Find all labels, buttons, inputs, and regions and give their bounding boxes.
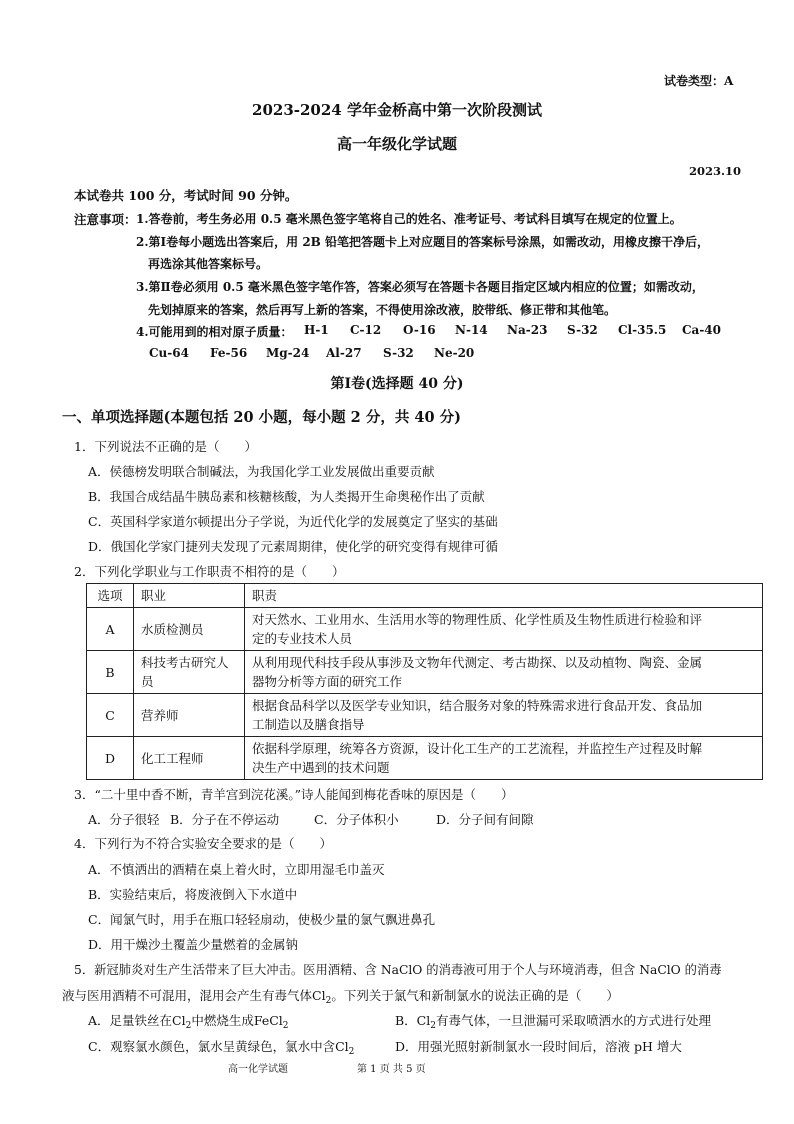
exam-title: 2023-2024 学年金桥高中第一次阶段测试 [252, 101, 542, 119]
subscript: 2 [325, 996, 332, 1006]
question-1-option-d: D．俄国化学家门捷列夫发现了元素周期律，使化学的研究变得有规律可循 [88, 539, 499, 554]
atomic-mass: Mg-24 [266, 346, 310, 360]
question-2-stem: 2．下列化学职业与工作职责不相符的是（ ） [74, 564, 345, 579]
duty-cell [245, 694, 763, 737]
duty-line: 工制造以及膳食指导 [252, 717, 365, 732]
question-5-option-d: D．用强光照射新制氯水一段时间后，溶液 pH 增大 [395, 1039, 682, 1054]
paper-type: 试卷类型：A [664, 74, 734, 88]
table-header: 职业 [134, 584, 245, 608]
option-cell: C [87, 694, 134, 737]
question-4-option-d: D．用干燥沙土覆盖少量燃着的金属钠 [88, 937, 299, 952]
duty-line: 定的专业技术人员 [252, 631, 353, 646]
job-cell: 科技考古研究人员 [134, 651, 245, 694]
note-3-line-2: 先划掉原来的答案，然后再写上新的答案，不得使用涂改液，胶带纸、修正带和其他笔。 [148, 303, 617, 317]
stem-text: 。下列关于氯气和新制氯水的说法正确的是（ ） [331, 988, 619, 1003]
question-5-option-a [88, 1011, 289, 1031]
atomic-mass: Cl-35.5 [618, 323, 667, 337]
note-3-line-1: 3.第Ⅱ卷必须用 0.5 毫米黑色签字笔作答，答案必须写在答题卡各题目指定区域内相应的位置；如需改动， [136, 280, 704, 294]
question-3-option-d: D．分子间有间隙 [436, 812, 534, 827]
atomic-mass: Ca-40 [682, 323, 722, 337]
atomic-mass: H-1 [304, 323, 329, 337]
page-number: 第 1 页 共 5 页 [357, 1064, 426, 1075]
note-2-line-2: 再选涂其他答案标号。 [148, 257, 269, 271]
job-cell: 营养师 [134, 694, 245, 737]
subscript: 2 [282, 1021, 289, 1031]
question-4-option-c: C．闻氯气时，用手在瓶口轻轻扇动，使极少量的氯气飘进鼻孔 [88, 912, 436, 927]
question-4-option-b: B．实验结束后，将废液倒入下水道中 [88, 887, 298, 902]
question-3-option-c: C．分子体积小 [314, 812, 399, 827]
duty-line: 决生产中遇到的技术问题 [252, 760, 390, 775]
duty-line: 根据食品科学以及医学专业知识，结合服务对象的特殊需求进行食品开发、食品加 [252, 698, 703, 713]
job-cell: 化工工程师 [134, 737, 245, 780]
atomic-mass: Ne-20 [434, 346, 475, 360]
career-table [86, 583, 763, 780]
question-3-option-b: B．分子在不停运动 [170, 812, 280, 827]
question-3-stem: 3．“二十里中香不断，青羊宫到浣花溪。”诗人能闻到梅花香味的原因是（ ） [74, 787, 514, 802]
atomic-mass: Cu-64 [149, 346, 189, 360]
option-text: B．Cl [395, 1013, 431, 1028]
duty-line: 对天然水、工业用水、生活用水等的物理性质、化学性质及生物性质进行检验和评 [252, 612, 703, 627]
notes-label: 注意事项： [74, 212, 137, 227]
subscript: 2 [185, 1021, 192, 1031]
option-cell: B [87, 651, 134, 694]
table-row [87, 694, 763, 737]
question-1-option-b: B．我国合成结晶牛胰岛素和核糖核酸，为人类揭开生命奥秘作出了贡献 [88, 489, 485, 504]
option-cell: D [87, 737, 134, 780]
subscript: 2 [430, 1021, 436, 1031]
table-row [87, 608, 763, 651]
question-1-option-a: A．侯德榜发明联合制碱法，为我国化学工业发展做出重要贡献 [88, 464, 435, 479]
question-1-stem: 1．下列说法不正确的是（ ） [74, 439, 257, 454]
atomic-mass: C-12 [350, 323, 382, 337]
duty-line: 从利用现代科技手段从事涉及文物年代测定、考古勘探、以及动植物、陶瓷、金属 [252, 655, 703, 670]
atomic-mass: Fe-56 [210, 346, 248, 360]
note-4-label: 4.可能用到的相对原子质量： [136, 325, 293, 339]
duty-line: 依据科学原理，统筹各方资源，设计化工生产的工艺流程，并监控生产过程及时解 [252, 741, 703, 756]
footer-subject: 高一化学试题 [228, 1064, 288, 1075]
atomic-mass: N-14 [455, 323, 488, 337]
question-5-stem-line-1: 5．新冠肺炎对生产生活带来了巨大冲击。医用酒精、含 NaClO 的消毒液可用于个人与环境消毒，但含 NaClO 的消毒 [74, 963, 722, 977]
duty-line: 器物分析等方面的研究工作 [252, 674, 403, 689]
part-1-title: 第Ⅰ卷(选择题 40 分) [330, 376, 464, 392]
option-text: A．足量铁丝在Cl [88, 1013, 186, 1028]
table-header-row [87, 584, 763, 608]
option-text: 有毒气体，一旦泄漏可采取喷洒水的方式进行处理 [435, 1013, 711, 1028]
question-4-stem: 4．下列行为不符合实验安全要求的是（ ） [74, 836, 332, 851]
question-5-stem-line-2 [62, 986, 619, 1006]
table-header: 职责 [245, 584, 763, 608]
duty-cell [245, 608, 763, 651]
question-3-option-a: A．分子很轻 [88, 812, 160, 827]
exam-total-info: 本试卷共 100 分，考试时间 90 分钟。 [74, 188, 298, 203]
option-text: C．观察氯水颜色，氯水呈黄绿色，氯水中含Cl [88, 1039, 349, 1054]
subscript: 2 [348, 1047, 355, 1057]
atomic-mass: Al-27 [326, 346, 362, 360]
note-1: 1.答卷前，考生务必用 0.5 毫米黑色签字笔将自己的姓名、准考证号、考试科目填写在规定的位置上。 [136, 212, 682, 226]
atomic-mass: S-32 [567, 323, 598, 337]
table-header: 选项 [87, 584, 134, 608]
job-cell: 水质检测员 [134, 608, 245, 651]
option-cell: A [87, 608, 134, 651]
table-row [87, 651, 763, 694]
atomic-mass: O-16 [403, 323, 436, 337]
question-5-option-b [395, 1011, 711, 1031]
duty-cell [245, 737, 763, 780]
section-1-title: 一、单项选择题(本题包括 20 小题，每小题 2 分，共 40 分) [62, 409, 461, 426]
atomic-mass: Na-23 [507, 323, 548, 337]
table-row [87, 737, 763, 780]
duty-cell [245, 651, 763, 694]
question-1-option-c: C．英国科学家道尔顿提出分子学说，为近代化学的发展奠定了坚实的基础 [88, 514, 498, 529]
option-text: 中燃烧生成FeCl [191, 1013, 283, 1028]
question-4-option-a: A．不慎洒出的酒精在桌上着火时，立即用湿毛巾盖灭 [88, 862, 385, 877]
exam-date: 2023.10 [689, 164, 742, 178]
note-2-line-1: 2.第Ⅰ卷每小题选出答案后，用 2B 铅笔把答题卡上对应题目的答案标号涂黑，如需改动，用橡皮擦干净后， [136, 235, 709, 249]
exam-subtitle: 高一年级化学试题 [336, 135, 457, 153]
question-5-option-c [88, 1037, 354, 1057]
atomic-mass: S-32 [383, 346, 414, 360]
stem-text: 液与医用酒精不可混用，混用会产生有毒气体Cl [62, 988, 326, 1003]
